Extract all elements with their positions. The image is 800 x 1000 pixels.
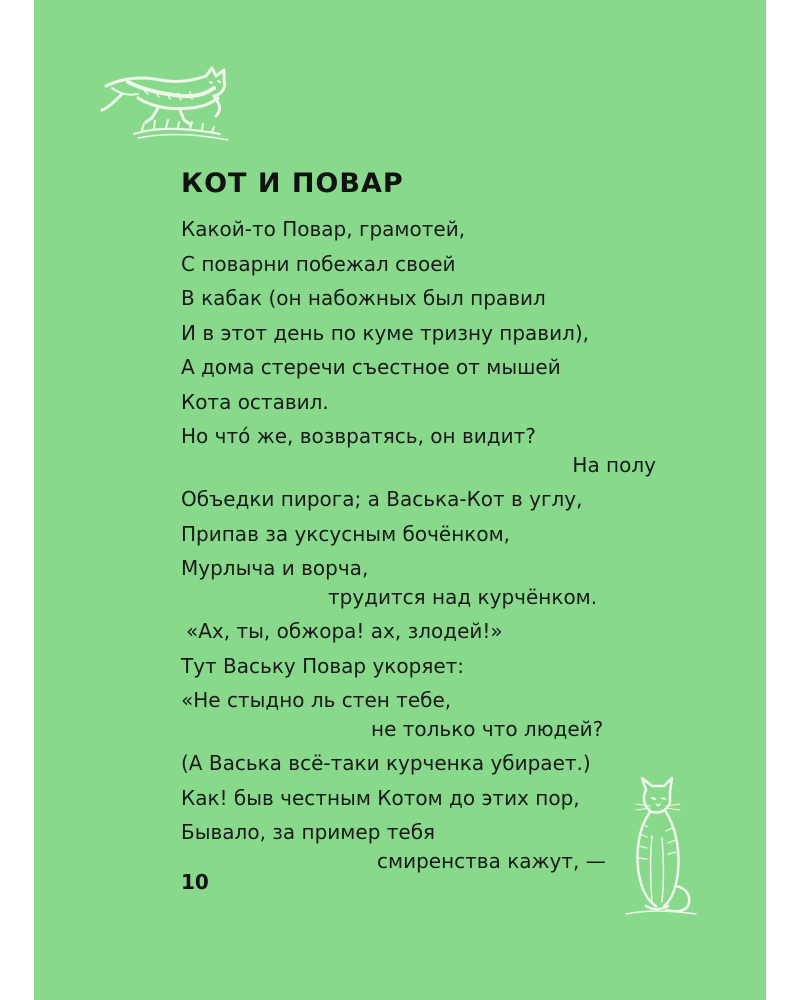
poem-line: И в этот день по куме тризну правил), [181, 320, 590, 345]
poem-line: Тут Ваську Повар укоряет: [181, 653, 465, 678]
poem-line: С поварни побежал своей [181, 251, 456, 276]
poem-line: Но что́ же, возвратясь, он видит? [181, 424, 536, 448]
poem-title: КОТ И ПОВАР [181, 168, 404, 199]
book-page [34, 0, 766, 1000]
poem-line: не только что людей? [371, 716, 604, 741]
poem-line: Бывало, за пример тебя [181, 820, 436, 844]
poem-line: А дома стеречи съестное от мышей [181, 355, 561, 379]
poem-line: трудится над курчёнком. [328, 584, 598, 609]
poem-line: Кота оставил. [181, 389, 329, 414]
poem-line: Мурлыча и ворча, [181, 556, 369, 580]
poem-line: Объедки пирога; а Васька-Кот в углу, [181, 487, 583, 511]
poem-line: Припав за уксусным бочёнком, [181, 521, 511, 546]
poem-line: Как! быв честным Котом до этих пор, [181, 785, 580, 810]
poem-line: «Ах, ты, обжора! ах, злодей!» [186, 619, 503, 643]
poem-line: В кабак (он набожных был правил [181, 286, 546, 310]
leaping-cat-illustration [98, 64, 258, 146]
poem-line: смиренства кажут, — [377, 848, 606, 873]
poem-line: «Не стыдно ль стен тебе, [181, 688, 452, 712]
sitting-cat-illustration [606, 776, 698, 916]
poem-line: На полу [572, 452, 656, 477]
poem-line: Какой-то Повар, грамотей, [181, 217, 466, 241]
poem-line: (А Васька всё-таки курченка убирает.) [181, 751, 591, 775]
page-number: 10 [181, 870, 209, 894]
poem-text [181, 212, 656, 878]
